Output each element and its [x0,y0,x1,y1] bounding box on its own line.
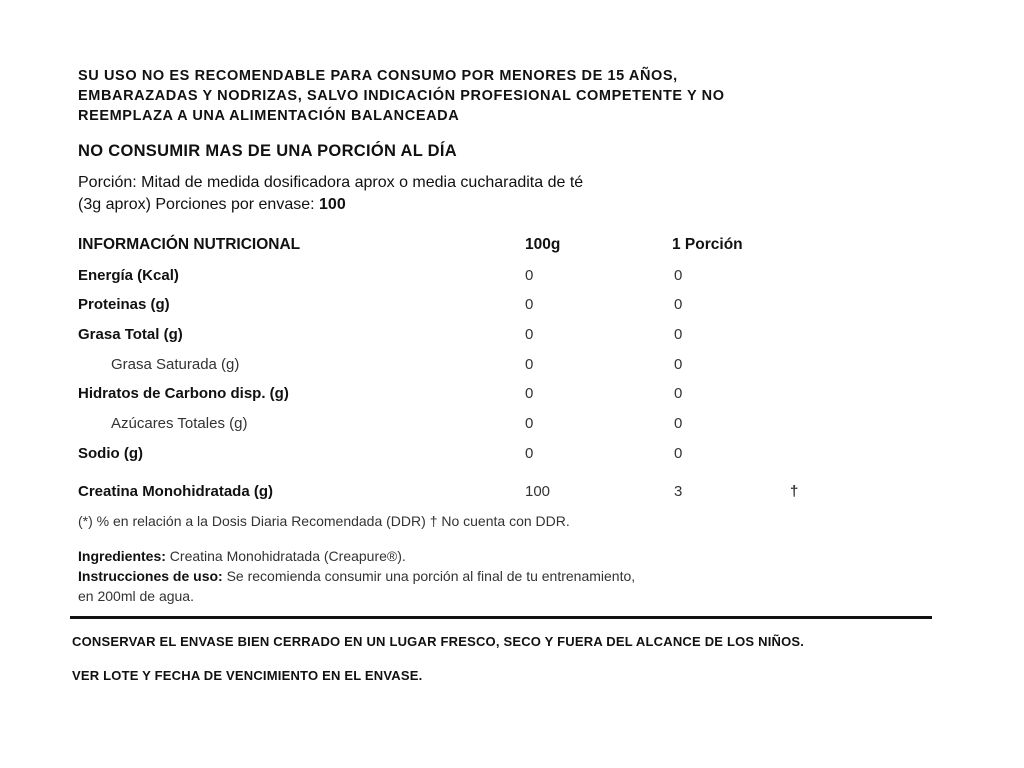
lot-notice: VER LOTE Y FECHA DE VENCIMIENTO EN EL ENVASE. [72,668,423,683]
row-label: Sodio (g) [78,445,143,462]
warning-text [78,66,725,126]
instructions-label: Instrucciones de uso: [78,568,223,584]
portion-line-2 [78,194,583,216]
row-value-100g: 0 [525,415,534,432]
row-label: Creatina Monohidratada (g) [78,483,274,500]
row-value-portion: 0 [674,326,683,343]
row-label: Grasa Saturada (g) [111,356,240,373]
row-value-100g: 100 [525,483,551,500]
row-label: Energía (Kcal) [78,267,179,284]
instructions-text: Se recomienda consumir una porción al final de tu entrenamiento, [222,568,636,584]
ingredients-text: Creatina Monohidratada (Creapure®). [165,548,406,564]
row-label: Hidratos de Carbono disp. (g) [78,385,289,402]
portion-line-2-prefix: (3g aprox) Porciones por envase: [78,196,320,213]
instructions-line [78,566,635,586]
row-value-portion: 0 [674,296,683,313]
row-label: Grasa Total (g) [78,326,183,343]
table-header-100g: 100g [525,236,561,253]
dagger-mark: † [790,483,799,500]
ingredients-line [78,546,635,566]
row-value-portion: 0 [674,445,683,462]
row-value-100g: 0 [525,296,534,313]
limit-heading: NO CONSUMIR MAS DE UNA PORCIÓN AL DÍA [78,142,457,160]
row-value-portion: 0 [674,356,683,373]
table-header-portion: 1 Porción [672,236,743,253]
row-value-100g: 0 [525,267,534,284]
ingredients-block [78,546,635,606]
row-value-100g: 0 [525,326,534,343]
table-header-label: INFORMACIÓN NUTRICIONAL [78,236,301,253]
portion-info [78,172,583,216]
row-label: Azúcares Totales (g) [111,415,248,432]
warning-line: EMBARAZADAS Y NODRIZAS, SALVO INDICACIÓN PROFESIONAL COMPETENTE Y NO [78,88,725,104]
row-value-100g: 0 [525,385,534,402]
divider [70,616,932,619]
row-value-portion: 0 [674,415,683,432]
row-value-100g: 0 [525,356,534,373]
row-value-portion: 0 [674,267,683,284]
row-value-portion: 0 [674,385,683,402]
row-value-portion: 3 [674,483,683,500]
footnote: (*) % en relación a la Dosis Diaria Recomendada (DDR) † No cuenta con DDR. [78,513,570,529]
warning-line: SU USO NO ES RECOMENDABLE PARA CONSUMO POR MENORES DE 15 AÑOS, [78,68,678,84]
storage-notice: CONSERVAR EL ENVASE BIEN CERRADO EN UN LUGAR FRESCO, SECO Y FUERA DEL ALCANCE DE LOS NIÑOS. [72,634,805,649]
row-label: Proteinas (g) [78,296,170,313]
ingredients-label: Ingredientes: [78,548,166,564]
portion-line-1: Porción: Mitad de medida dosificadora aprox o media cucharadita de té [78,174,584,191]
row-value-100g: 0 [525,445,534,462]
warning-line: REEMPLAZA A UNA ALIMENTACIÓN BALANCEADA [78,108,460,124]
instructions-line-2: en 200ml de agua. [78,588,194,604]
servings-count: 100 [319,196,346,213]
